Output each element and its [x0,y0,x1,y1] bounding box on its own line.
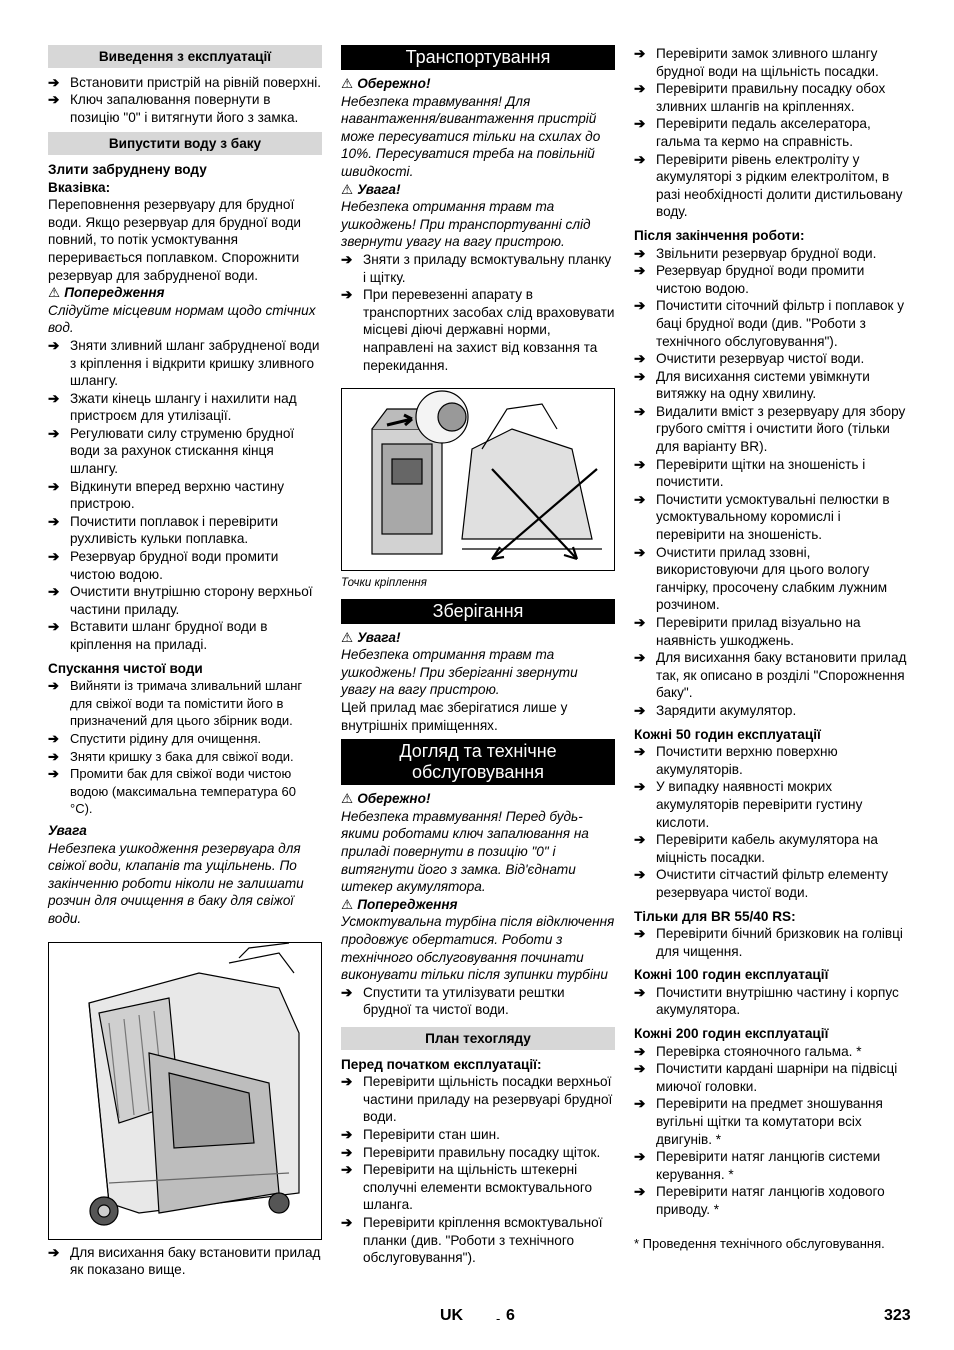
attention-text: Небезпека отримання травм та ушкоджень! При транспортуванні слід звернути увагу на вагу пристрою. [341,199,591,250]
list-item-text: Зняти з приладу всмоктувальну планку і щітку. [363,251,612,285]
list-item [48,548,322,583]
subheading-before-start: Перед початком експлуатації: [341,1056,542,1072]
list-item [48,618,322,653]
arrow-right-icon: ➔ [48,74,60,90]
arrow-right-icon: ➔ [634,744,646,760]
list-item-text: Очистити сітчастий фільтр елементу резервуара чистої води. [656,867,889,900]
list-item [634,649,908,702]
list-item [634,866,908,901]
list-item [341,1126,615,1144]
attention-label: Увага! [357,181,401,197]
arrow-right-icon: ➔ [634,81,646,97]
arrow-right-icon: ➔ [634,116,646,132]
after-work-list [634,245,908,720]
list-item [634,925,908,960]
list-item-text: Ключ запалювання повернути в позицію "0" і витягнути його з замка. [70,92,299,125]
list-item [341,286,615,374]
list-item-text: Перевірити кріплення всмоктувальної планки (див. "Роботи з технічного обслуговування"). [363,1214,603,1266]
arrow-right-icon: ➔ [634,615,646,630]
list-item-text: Почистити поплавок і перевірити рухливість кульки поплавка. [70,513,279,547]
storage-attention-text: Небезпека отримання травм та ушкоджень! При зберіганні звернути увагу на вагу пристрою. [341,647,578,698]
list-item [341,1214,615,1267]
list-item [341,1161,615,1214]
list-item [634,1043,908,1061]
list-item [634,45,908,80]
arrow-right-icon: ➔ [634,245,646,261]
list-item [634,1148,908,1183]
list-item [634,456,908,491]
list-item-text: Для висихання баку встановити прилад як показано вище. [70,1244,321,1278]
list-item [48,765,322,818]
column-2 [341,45,615,1267]
warning-triangle-icon: ⚠ [341,181,354,197]
warning-label: Попередження [64,285,165,301]
list-item-text: Почистити кардані шарніри на підвісці миючої головки. [656,1061,898,1094]
careful-text: Небезпека травмування! Для навантаження/вивантаження пристрій може пересуватися тільки на схилах до 10%. Пересуватися треба на повільній швидкості. [341,93,601,179]
arrow-right-icon: ➔ [634,491,646,507]
arrow-right-icon: ➔ [634,368,646,384]
storage-attention-label: Увага! [357,629,401,645]
list-item-text: Встановити пристрій на рівній поверхні. [70,74,322,90]
list-item-text: Перевірити на предмет зношування вугільні щітки та комутатори всіх двигунів. * [656,1096,883,1147]
section-heading-maintenance [341,739,615,785]
dirty-water-list [48,337,322,654]
arrow-right-icon: ➔ [48,730,59,746]
list-item-text: Почистити внутрішню частину і корпус акумулятора. [656,984,899,1018]
subheading-dirty-water: Злити забруднену воду [48,161,207,177]
arrow-right-icon: ➔ [341,287,353,303]
list-item-text: Перевірити щітки на зношеність і почистити. [656,456,866,490]
list-item-text: Для висихання баку встановити прилад так, як описано в розділі "Спорожнення баку". [656,650,907,701]
list-item [634,80,908,115]
clean-water-list [48,677,322,818]
list-item-text: Перевірити правильну посадку обох зливних шлангів на кріпленнях. [656,81,886,114]
list-item-text: Перевірка стояночного гальма. * [656,1043,862,1059]
list-item [634,368,908,403]
list-item-text: Промити бак для свіжої води чистою водою (максимальна температура 60 °C). [70,766,296,817]
list-item-text: Спустити рідину для очищення. [70,730,262,746]
list-item [48,748,322,766]
list-item [634,984,908,1019]
maint-careful-text: Небезпека травмування! Перед будь-якими роботами ключ запалювання на приладі повернути в позицію "0" і витягнути його з замка. Від'єднати штекер акумулятора. [341,808,589,895]
section-heading-decommission: Виведення з експлуатації [48,45,322,68]
list-item [634,1183,908,1218]
subheading-200-hours: Кожні 200 годин експлуатації [634,1026,829,1042]
note-text: Переповнення резервуару для брудної води. Якщо резервуар для брудної води повний, то потік усмоктування переривається поплавком. Спорожнити резервуар для забрудненої води. [48,197,301,283]
list-item-text: Перевірити педаль акселератора, гальма та кермо на справність. [656,116,871,149]
arrow-right-icon: ➔ [634,1043,646,1059]
arrow-right-icon: ➔ [341,1214,353,1230]
list-item [634,491,908,544]
arrow-right-icon: ➔ [48,337,60,353]
list-item-text: Звільнити резервуар брудної води. [656,245,877,261]
tie-down-illustration [342,389,615,570]
list-item [341,984,615,1019]
arrow-right-icon: ➔ [634,926,646,942]
maint-warn-text: Усмоктувальна турбіна після відключення продовжує обертатися. Роботи з технічного обслуговування починати виконувати тільки після зупинки турбіни [341,914,615,983]
list-item-text: Зняти кришку з бака для свіжої води. [70,748,294,764]
list-item [634,743,908,778]
arrow-right-icon: ➔ [634,351,646,367]
arrow-right-icon: ➔ [634,544,646,560]
arrow-right-icon: ➔ [48,513,60,529]
list-item-text: Регулювати силу струменю брудної води за рахунок стискання кінця шлангу. [70,425,295,477]
arrow-right-icon: ➔ [634,650,646,666]
decommission-list [48,74,322,127]
arrow-right-icon: ➔ [634,779,646,795]
list-item-text: Перевірити бічний бризковик на голівці для чищення. [656,926,903,959]
maintenance-heading-line-2: обслуговування [412,762,544,783]
list-item [341,1073,615,1126]
list-item [634,151,908,221]
list-item-text: У випадку наявності мокрих акумуляторів перевірити густину кислоти. [656,779,863,830]
list-item-text: Резервуар брудної води промити чистою водою. [70,549,279,582]
figure-device-tilted [48,942,322,1240]
list-item-text: Видалити вміст з резервуару для збору грубого сміття і очистити його (тільки для варіанту BR). [656,403,906,455]
list-item-text: Почистити сіточний фільтр і поплавок у баці брудної води (див. "Роботи з технічного обслуговування"). [656,298,905,349]
list-item [634,245,908,263]
list-item [634,614,908,649]
arrow-right-icon: ➔ [634,46,646,61]
list-item-text: Перевірити на щільність штекерні сполучні елементи всмоктувального шланга. [363,1162,593,1213]
list-br-only [634,925,908,960]
figure-caption: Точки кріплення [341,577,427,590]
arrow-right-icon: ➔ [48,678,59,694]
list-item [48,91,322,126]
list-50-hours [634,743,908,901]
list-item [48,425,322,478]
list-item-text: Почистити усмоктувальні пелюстки в усмоктувальному коромислі і перевірити на зношеність. [656,491,890,543]
list-item [634,544,908,614]
list-item [48,74,322,92]
list-item-text: Перевірити прилад візуально на наявність ушкоджень. [656,615,861,648]
list-item-text: Почистити верхню поверхню акумуляторів. [656,744,838,777]
list-item [48,513,322,548]
list-item-text: Перевірити натяг ланцюгів системи керування. * [656,1149,881,1182]
arrow-right-icon: ➔ [634,298,646,314]
maintenance-list [341,984,615,1019]
list-item-text: Вставити шланг брудної води в кріплення на приладі. [70,619,268,652]
arrow-right-icon: ➔ [341,1162,353,1178]
arrow-right-icon: ➔ [634,702,646,718]
section-heading-transport: Транспортування [341,45,615,70]
arrow-right-icon: ➔ [634,403,646,419]
list-200-hours [634,1043,908,1219]
list-item-text: Перевірити кабель акумулятора на міцність посадки. [656,832,878,865]
list-item [634,702,908,720]
arrow-right-icon: ➔ [634,832,646,848]
subheading-after-work: Після закінчення роботи: [634,227,805,243]
subheading-100-hours: Кожні 100 годин експлуатації [634,967,829,983]
caution-label: Увага [48,822,87,838]
arrow-right-icon: ➔ [48,478,60,494]
list-item-text: Для висихання системи увімкнути витяжку на одну хвилину. [656,368,870,402]
maint-careful-label: Обережно! [357,791,431,807]
warning-triangle-icon: ⚠ [341,896,354,912]
note-label: Вказівка: [48,179,111,195]
list-item-text: Очистити прилад ззовні, використовуючи для цього вологу ганчірку, просочену слабким лужним розчином. [656,544,888,613]
list-item [634,1095,908,1148]
arrow-right-icon: ➔ [634,151,646,167]
arrow-right-icon: ➔ [341,1074,353,1090]
arrow-right-icon: ➔ [48,619,60,635]
transport-list [341,251,615,374]
maintenance-heading-line-1: Догляд та технічне [399,741,557,762]
arrow-right-icon: ➔ [48,766,59,782]
list-item-text: Перевірити стан шин. [363,1126,500,1142]
list-item [634,262,908,297]
storage-text: Цей прилад має зберігатися лише у внутрішніх приміщеннях. [341,700,568,733]
list-item-text: Перевірити рівень електроліту у акумуляторі з рідким електролітом, в разі необхідності долити дистильовану воду. [656,151,903,220]
footer-page-local: 6 [506,1307,515,1324]
list-item [48,730,322,748]
list-100-hours [634,984,908,1019]
caution-text: Небезпека ушкодження резервуара для свіжої води, клапанів та ущільнень. По закінченню роботи ніколи не залишати розчин для очищення в баку для свіжої води. [48,840,304,926]
list-item [634,115,908,150]
list-item-text: Відкинути вперед верхню частину пристрою. [70,478,285,512]
arrow-right-icon: ➔ [634,1149,646,1165]
list-item [48,677,322,730]
after-figure-list [48,1244,322,1279]
arrow-right-icon: ➔ [48,584,60,600]
arrow-right-icon: ➔ [634,984,646,1000]
arrow-right-icon: ➔ [48,549,60,565]
list-item [48,337,322,390]
list-item-text: Зняти зливний шланг забрудненої води з кріплення і відкрити кришку зливного шлангу. [70,337,320,389]
arrow-right-icon: ➔ [634,867,646,883]
list-item-text: Резервуар брудної води промити чистою водою. [656,263,865,296]
arrow-right-icon: ➔ [634,1061,646,1077]
arrow-right-icon: ➔ [341,251,353,267]
section-heading-storage: Зберігання [341,599,615,624]
arrow-right-icon: ➔ [634,456,646,472]
section-heading-plan: План техогляду [341,1027,615,1050]
list-item-text: Спустити та утилізувати рештки брудної та чистої води. [363,984,565,1018]
list-item-text: Перевірити натяг ланцюгів ходового приводу. * [656,1184,885,1217]
list-item [634,403,908,456]
maint-warn-label: Попередження [357,896,458,912]
careful-label: Обережно! [357,76,431,91]
footer-language: UK [440,1307,464,1324]
before-start-list [341,1073,615,1267]
list-item-text: Перевірити щільність посадки верхньої частини приладу на резервуарі брудної води. [363,1074,613,1125]
subheading-clean-water: Спускання чистої води [48,660,203,676]
warning-triangle-icon: ⚠ [341,629,354,645]
warning-triangle-icon: ⚠ [341,791,354,807]
list-item [634,778,908,831]
arrow-right-icon: ➔ [48,92,60,108]
warning-text: Слідуйте місцевим нормам щодо стічних вод. [48,302,316,336]
list-item-text: Перевірити правильну посадку щіток. [363,1144,601,1160]
arrow-right-icon: ➔ [634,263,646,279]
list-item [48,1244,322,1279]
list-item [341,1144,615,1162]
arrow-right-icon: ➔ [341,1144,353,1160]
list-item [341,251,615,286]
list-item-text: Очистити внутрішню сторону верхньої частини приладу. [70,584,313,617]
list-item-text: При перевезенні апарату в транспортних засобах слід враховувати місцеві діючі державні норми, направлені на захист від ковзання та перекидання. [363,287,615,373]
column-1 [48,45,322,1279]
list-item-text: Зарядити акумулятор. [656,702,797,718]
subheading-br-only: Тільки для BR 55/40 RS: [634,908,796,924]
list-item [48,478,322,513]
footer-dash: - [496,1311,501,1326]
list-item [48,390,322,425]
list-item-text: Зжати кінець шлангу і нахилити над пристроєм для утилізації. [70,390,297,424]
figure-tie-down-points [341,388,615,571]
list-item-text: Вийняти із тримача зливальний шланг для свіжої води та помістити його в призначений для цього збірник води. [70,678,303,729]
warning-triangle-icon: ⚠ [341,76,354,91]
list-item [48,583,322,618]
arrow-right-icon: ➔ [634,1184,646,1200]
column-3 [634,45,908,1252]
arrow-right-icon: ➔ [341,1126,353,1142]
arrow-right-icon: ➔ [48,425,60,441]
list-item [634,297,908,350]
warning-triangle-icon: ⚠ [48,285,61,301]
arrow-right-icon: ➔ [341,984,353,1000]
footnote: * Проведення технічного обслуговування. [634,1235,885,1251]
section-heading-drain: Випустити воду з баку [48,132,322,155]
list-item-text: Очистити резервуар чистої води. [656,351,865,367]
list-item [634,1060,908,1095]
arrow-right-icon: ➔ [48,1244,60,1260]
arrow-right-icon: ➔ [48,390,60,406]
top-check-list [634,45,908,221]
list-item-text: Перевірити замок зливного шлангу брудної води на щільність посадки. [656,46,879,79]
list-item [634,350,908,368]
arrow-right-icon: ➔ [634,1096,646,1112]
footer-page-total: 323 [884,1307,911,1324]
subheading-50-hours: Кожні 50 годин експлуатації [634,726,821,742]
device-tilted-illustration [49,943,322,1239]
list-item [634,831,908,866]
arrow-right-icon: ➔ [48,748,59,764]
